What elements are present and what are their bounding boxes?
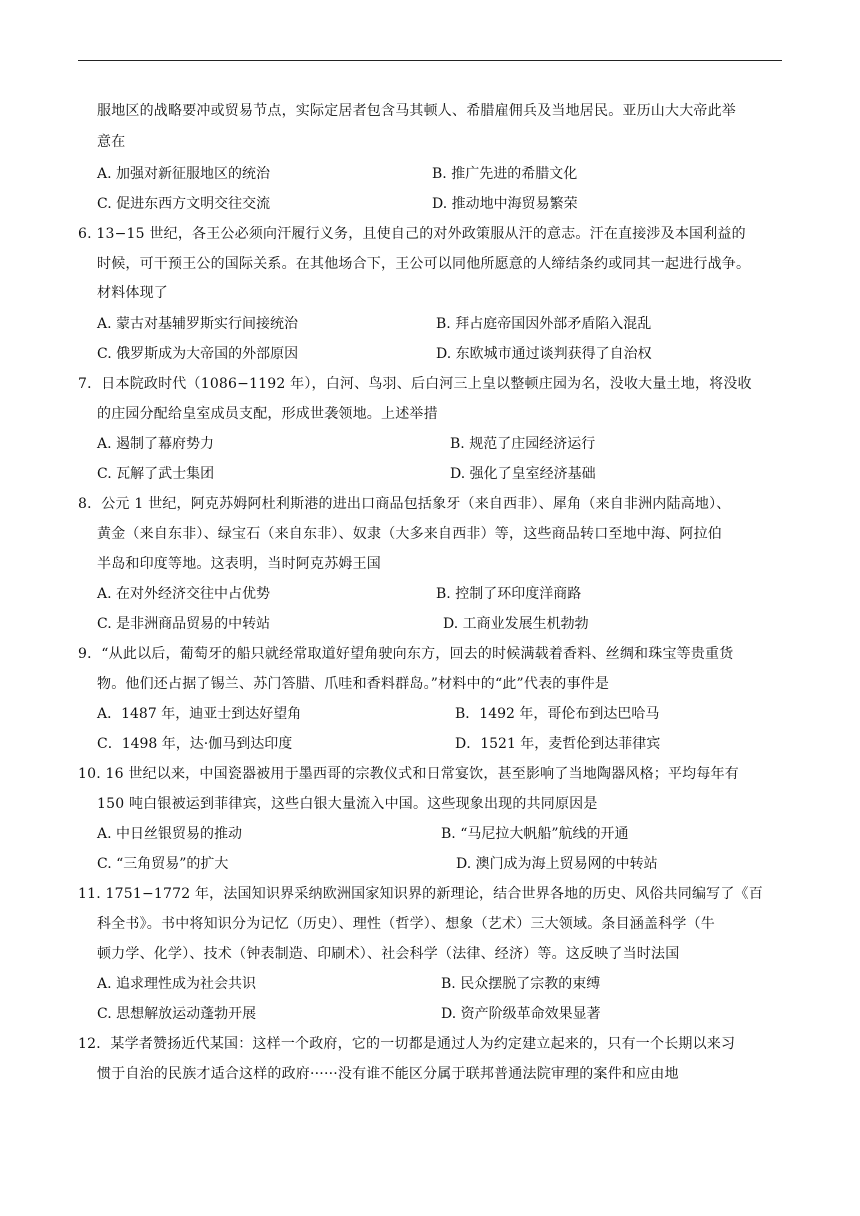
q11-option-b: B. 民众摆脱了宗教的束缚 [441,976,601,992]
q11-stem-line-1: 11. 1751−1772 年，法国知识界采纳欧洲国家知识界的新理论，结合世界各地的历史、风俗共同编写了《百 [78,886,763,902]
q6-option-d: D. 东欧城市通过谈判获得了自治权 [436,346,652,362]
q6-stem-line-2: 时候，可干预王公的国际关系。在其他场合下，王公可以同他所愿意的人缔结条约或同其一起进行战争。 [97,256,751,272]
header-rule [78,60,782,61]
q8-stem-line-3: 半岛和印度等地。这表明，当时阿克苏姆王国 [97,556,381,572]
q6-option-c: C. 俄罗斯成为大帝国的外部原因 [97,346,299,362]
q8-option-c: C. 是非洲商品贸易的中转站 [97,616,271,632]
q5-stem-line-2: 意在 [97,134,126,150]
q12-stem-line-1: 12．某学者赞扬近代某国：这样一个政府，它的一切都是通过人为约定建立起来的，只有一个长期以来习 [78,1036,736,1052]
q5-stem-line-1: 服地区的战略要冲或贸易节点，实际定居者包含马其顿人、希腊雇佣兵及当地居民。亚历山大大帝此举 [97,103,736,119]
q5-option-b: B. 推广先进的希腊文化 [432,166,578,182]
q10-option-c: C. “三角贸易”的扩大 [97,856,229,872]
q7-option-c: C. 瓦解了武士集团 [97,466,215,482]
q8-option-d: D. 工商业发展生机勃勃 [443,616,589,632]
q5-option-d: D. 推动地中海贸易繁荣 [432,196,578,212]
q8-option-a: A. 在对外经济交往中占优势 [97,586,271,602]
q5-option-a: A. 加强对新征服地区的统治 [97,166,271,182]
q8-option-b: B. 控制了环印度洋商路 [436,586,582,602]
q8-stem-line-1: 8．公元 1 世纪，阿克苏姆阿杜利斯港的进出口商品包括象牙（来自西非）、犀角（来自非洲内陆高地）、 [78,496,731,512]
q10-stem-line-1: 10. 16 世纪以来，中国瓷器被用于墨西哥的宗教仪式和日常宴饮，甚至影响了当地陶器风格；平均每年有 [78,766,739,782]
q6-option-a: A. 蒙古对基辅罗斯实行间接统治 [97,316,299,332]
q11-option-a: A. 追求理性成为社会共识 [97,976,257,992]
q11-option-d: D. 资产阶级革命效果显著 [441,1006,601,1022]
q7-option-d: D. 强化了皇室经济基础 [450,466,596,482]
q7-stem-line-2: 的庄园分配给皇室成员支配，形成世袭领地。上述举措 [97,406,438,422]
q7-stem-line-1: 7．日本院政时代（1086−1192 年），白河、鸟羽、后白河三上皇以整顿庄园为名，没收大量土地，将没收 [78,376,752,392]
q10-option-a: A. 中日丝银贸易的推动 [97,826,243,842]
q7-option-b: B. 规范了庄园经济运行 [450,436,596,452]
q9-option-d: D．1521 年，麦哲伦到达菲律宾 [455,736,661,752]
q10-option-b: B. “马尼拉大帆船”航线的开通 [441,826,629,842]
q11-stem-line-3: 顿力学、化学）、技术（钟表制造、印刷术）、社会科学（法律、经济）等。这反映了当时法国 [97,946,680,962]
q9-stem-line-1: 9．“从此以后，葡萄牙的船只就经常取道好望角驶向东方，回去的时候满载着香料、丝绸和珠宝等贵重货 [78,646,734,662]
q9-option-a: A．1487 年，迪亚士到达好望角 [97,706,302,722]
q12-stem-line-2: 惯于自治的民族才适合这样的政府······没有谁不能区分属于联邦普通法院审理的案件和应由地 [97,1066,679,1082]
q6-stem-line-3: 材料体现了 [97,285,168,301]
q9-option-b: B．1492 年，哥伦布到达巴哈马 [455,706,660,722]
q10-stem-line-2: 150 吨白银被运到菲律宾，这些白银大量流入中国。这些现象出现的共同原因是 [97,796,598,812]
q10-option-d: D. 澳门成为海上贸易网的中转站 [456,856,658,872]
q5-option-c: C. 促进东西方文明交往交流 [97,196,271,212]
q6-option-b: B. 拜占庭帝国因外部矛盾陷入混乱 [436,316,652,332]
q6-stem-line-1: 6. 13−15 世纪，各王公必须向汗履行义务，且使自己的对外政策服从汗的意志。汗在直接涉及本国利益的 [78,226,746,242]
q11-option-c: C. 思想解放运动蓬勃开展 [97,1006,257,1022]
q9-stem-line-2: 物。他们还占据了锡兰、苏门答腊、爪哇和香料群岛。”材料中的“此”代表的事件是 [97,676,610,692]
q8-stem-line-2: 黄金（来自东非）、绿宝石（来自东非）、奴隶（大多来自西非）等，这些商品转口至地中海、阿拉伯 [97,526,722,542]
q9-option-c: C．1498 年，达·伽马到达印度 [97,736,293,752]
q11-stem-line-2: 科全书》。书中将知识分为记忆（历史）、理性（哲学）、想象（艺术）三大领域。条目涵盖科学（牛 [97,916,715,932]
q7-option-a: A. 遏制了幕府势力 [97,436,215,452]
